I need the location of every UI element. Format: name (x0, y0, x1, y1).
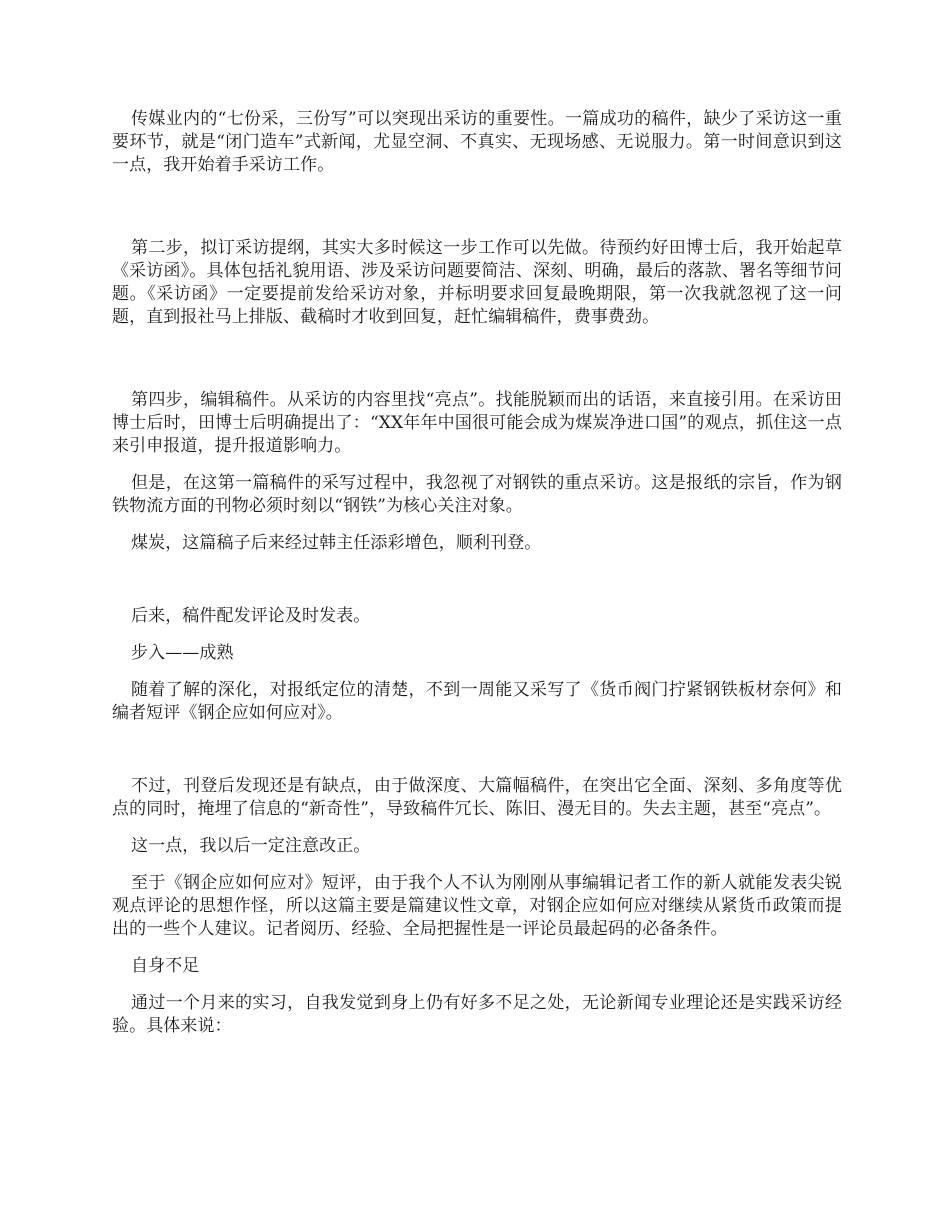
paragraph-coal-published: 煤炭，这篇稿子后来经过韩主任添彩增色，顺利刊登。 (131, 533, 542, 553)
paragraph-steel-focus: 但是，在这第一篇稿件的采写过程中，我忽视了对钢铁的重点采访。这是报纸的宗旨，作为钢铁物流方面的刊物必须时刻以“钢铁”为核心关注对象。 (112, 473, 842, 516)
paragraph-commentary: 后来，稿件配发评论及时发表。 (131, 606, 371, 626)
document-body (112, 108, 842, 1052)
paragraph-step-four: 第四步，编辑稿件。从采访的内容里找“亮点”。找能脱颖而出的话语，来直接引用。在采访田博士后时，田博士后明确提出了：“XX年年中国很可能会成为煤炭净进口国”的观点，抓住这一点来引申报道，提升报道影响力。 (112, 390, 842, 456)
paragraph-short-review: 至于《钢企应如何应对》短评，由于我个人不认为刚刚从事编辑记者工作的新人就能发表尖锐观点评论的思想作怪，所以这篇主要是篇建议性文章，对钢企应如何应对继续从紧货币政策而提出的一些个人建议。记者阅历、经验、全局把握性是一评论员最起码的必备条件。 (112, 873, 842, 939)
section-heading-maturity: 步入——成熟 (131, 643, 234, 663)
paragraph-interview-importance: 传媒业内的“七份采，三份写”可以突现出采访的重要性。一篇成功的稿件，缺少了采访这一重要环节，就是“闭门造车”式新闻，尤显空洞、不真实、无现场感、无说服力。第一时间意识到这一点，我开始着手采访工作。 (112, 109, 842, 175)
paragraph-shortcomings: 不过，刊登后发现还是有缺点，由于做深度、大篇幅稿件，在突出它全面、深刻、多角度等优点的同时，掩埋了信息的“新奇性”，导致稿件冗长、陈旧、漫无目的。失去主题，甚至“亮点”。 (112, 776, 842, 819)
paragraph-internship-summary: 通过一个月来的实习，自我发觉到身上仍有好多不足之处，无论新闻专业理论还是实践采访经验。具体来说： (112, 993, 842, 1036)
paragraph-correction: 这一点，我以后一定注意改正。 (131, 836, 371, 856)
paragraph-deepening: 随着了解的深化，对报纸定位的清楚，不到一周能又采写了《货币阀门拧紧钢铁板材奈何》和编者短评《钢企应如何应对》。 (112, 680, 842, 723)
section-heading-self-deficiency: 自身不足 (131, 956, 200, 976)
paragraph-step-two: 第二步，拟订采访提纲，其实大多时候这一步工作可以先做。待预约好田博士后，我开始起草《采访函》。具体包括礼貌用语、涉及采访问题要简洁、深刻、明确，最后的落款、署名等细节问题。《采访函》一定要提前发给采访对象，并标明要求回复最晚期限，第一次我就忽视了这一问题，直到报社马上排版、截稿时才收到回复，赶忙编辑稿件，费事费劲。 (112, 238, 842, 327)
